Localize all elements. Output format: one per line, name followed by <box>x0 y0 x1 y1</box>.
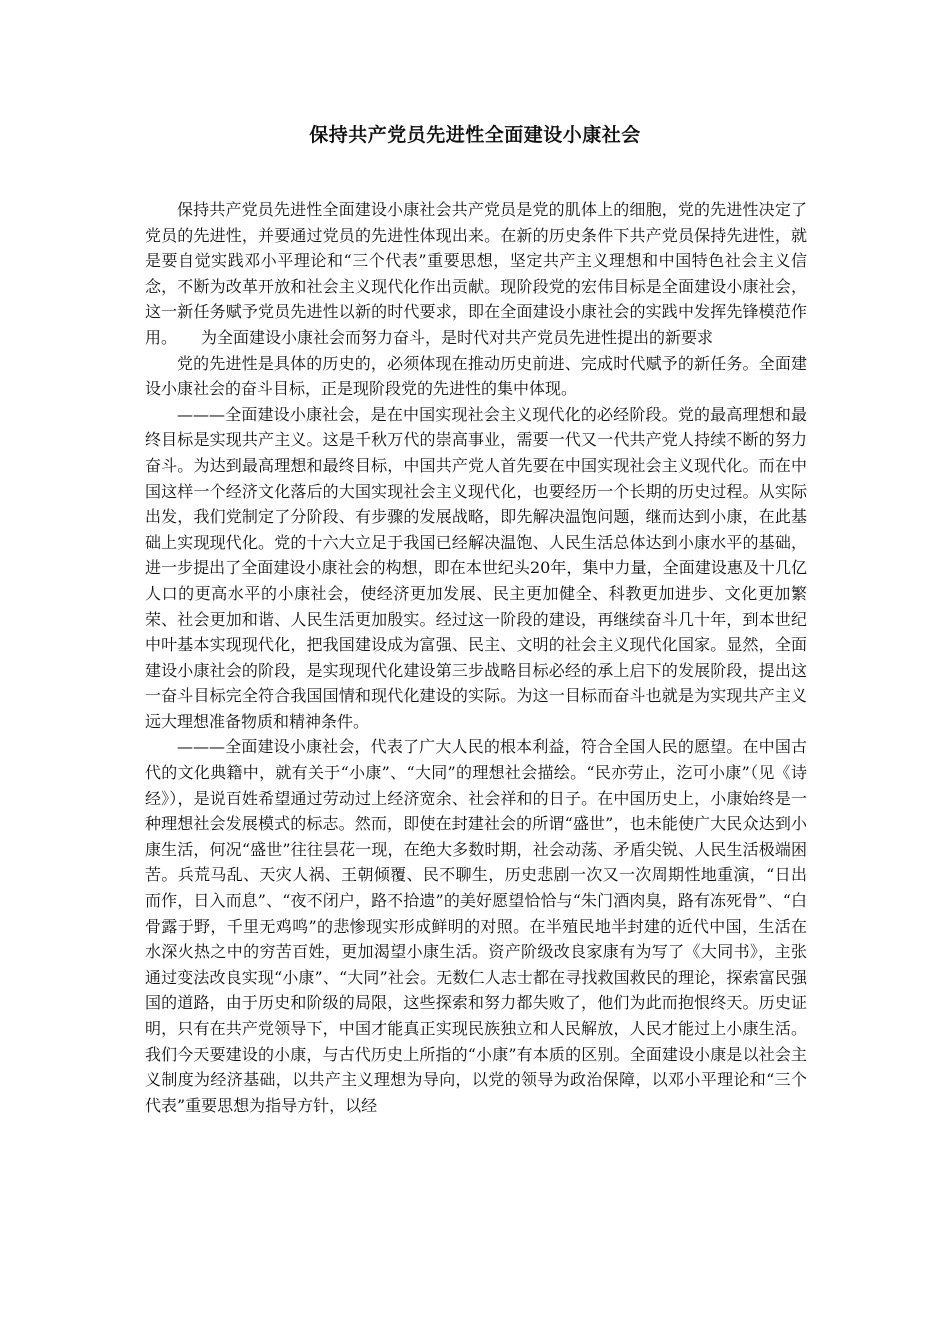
document-body <box>145 197 807 1118</box>
paragraph-intro: 保持共产党员先进性全面建设小康社会共产党员是党的肌体上的细胞，党的先进性决定了党员的先进性，并要通过党员的先进性体现出来。在新的历史条件下共产党员保持先进性，就是要自觉实践邓小平理论和“三个代表”重要思想，坚定共产主义理想和中国特色社会主义信念，不断为改革开放和社会主义现代化作出贡献。现阶段党的宏伟目标是全面建设小康社会，这一新任务赋予党员先进性以新的时代要求，即在全面建设小康社会的实践中发挥先锋模范作用。 为全面建设小康社会而努力奋斗，是时代对共产党员先进性提出的新要求 <box>145 200 807 347</box>
document-title: 保持共产党员先进性全面建设小康社会 <box>309 124 641 146</box>
paragraph-advanced-nature: 党的先进性是具体的历史的，必须体现在推动历史前进、完成时代赋予的新任务。全面建设小康社会的奋斗目标，正是现阶段党的先进性的集中体现。 <box>145 353 807 399</box>
paragraph-modernization-stage: ———全面建设小康社会，是在中国实现社会主义现代化的必经阶段。党的最高理想和最终目标是实现共产主义。这是千秋万代的崇高事业，需要一代又一代共产党人持续不断的努力奋斗。为达到最高理想和最终目标，中国共产党人首先要在中国实现社会主义现代化。而在中国这样一个经济文化落后的大国实现社会主义现代化，也要经历一个长期的历史过程。从实际出发，我们党制定了分阶段、有步骤的发展战略，即先解决温饱问题，继而达到小康，在此基础上实现现代化。党的十六大立足于我国已经解决温饱、人民生活总体达到小康水平的基础，进一步提出了全面建设小康社会的构想，即在本世纪头20年，集中力量，全面建设惠及十几亿人口的更高水平的小康社会，使经济更加发展、民主更加健全、科教更加进步、文化更加繁荣、社会更加和谐、人民生活更加殷实。经过这一阶段的建设，再继续奋斗几十年，到本世纪中叶基本实现现代化，把我国建设成为富强、民主、文明的社会主义现代化国家。显然，全面建设小康社会的阶段，是实现现代化建设第三步战略目标必经的承上启下的发展阶段，提出这一奋斗目标完全符合我国国情和现代化建设的实际。为这一目标而奋斗也就是为实现共产主义远大理想准备物质和精神条件。 <box>145 404 807 731</box>
paragraph-people-interests: ———全面建设小康社会，代表了广大人民的根本利益，符合全国人民的愿望。在中国古代的文化典籍中，就有关于“小康”、“大同”的理想社会描绘。“民亦劳止，汔可小康”（见《诗经》），是说百姓希望通过劳动过上经济宽余、社会祥和的日子。在中国历史上，小康始终是一种理想社会发展模式的标志。然而，即使在封建社会的所谓“盛世”，也未能使广大民众达到小康生活，何况“盛世”往往昙花一现，在绝大多数时期，社会动荡、矛盾尖锐、人民生活极端困苦。兵荒马乱、天灾人祸、王朝倾覆、民不聊生，历史悲剧一次又一次周期性地重演，“日出而作，日入而息”、“夜不闭户，路不拾遗”的美好愿望恰恰与“朱门酒肉臭，路有冻死骨”、“白骨露于野，千里无鸡鸣”的悲惨现实形成鲜明的对照。在半殖民地半封建的近代中国，生活在水深火热之中的穷苦百姓，更加渴望小康生活。资产阶级改良家康有为写了《大同书》，主张通过变法改良实现“小康”、“大同”社会。无数仁人志士都在寻找救国救民的理论，探索富民强国的道路，由于历史和阶级的局限，这些探索和努力都失败了，他们为此而抱恨终天。历史证明，只有在共产党领导下，中国才能真正实现民族独立和人民解放，人民才能过上小康生活。我们今天要建设的小康，与古代历史上所指的“小康”有本质的区别。全面建设小康是以社会主义制度为经济基础，以共产主义理想为导向，以党的领导为政治保障，以邓小平理论和“三个代表”重要思想为指导方针，以经 <box>145 737 807 1115</box>
